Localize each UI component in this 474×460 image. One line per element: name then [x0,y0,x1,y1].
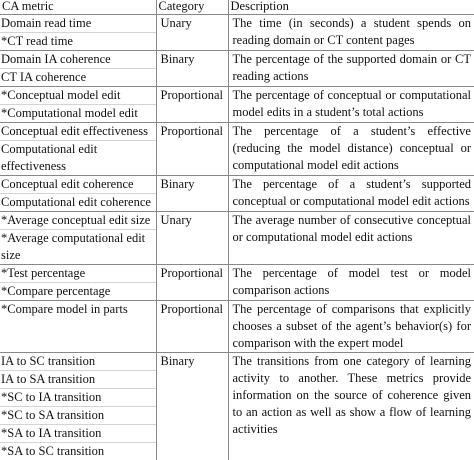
table-row [0,51,474,87]
table-row [0,353,474,460]
table-row [0,123,474,176]
category-cell [156,15,228,51]
metric-name: *CT read time [0,32,156,50]
description-text: The percentage of comparisons that explicitly chooses a subset of the agent’s behavior(s) for comparison with the expert model [229,301,474,352]
category-label: Proportional [157,123,228,140]
metric-name: Computational edit effectiveness [0,140,156,175]
metric-cell [0,265,156,301]
category-cell [156,123,228,176]
description-text: The percentage of a student’s effective (reducing the model distance) conceptual or computational model edit actions [229,123,474,174]
header-category: Category [156,0,228,15]
description-cell [228,353,474,460]
metric-cell [0,15,156,51]
metric-name: IA to SC transition [0,353,156,370]
header-row [0,0,474,15]
category-cell [156,51,228,87]
category-cell [156,265,228,301]
metric-name: *SC to SA transition [0,406,156,424]
metric-cell [0,301,156,353]
category-cell [156,212,228,265]
metric-cell [0,51,156,87]
category-label: Unary [157,212,228,229]
table-row [0,176,474,212]
header-ca-metric: CA metric [0,0,156,15]
description-text: The percentage of a student’s supported conceptual or computational model edit actions [229,176,474,210]
category-label: Proportional [157,265,228,282]
table-row [0,87,474,123]
description-text: The percentage of the supported domain or CT reading actions [229,51,474,85]
metric-cell [0,87,156,123]
metric-cell [0,353,156,460]
description-cell [228,212,474,265]
metric-name: Domain read time [0,15,156,32]
description-cell [228,123,474,176]
description-cell [228,15,474,51]
metric-name: *Compare percentage [0,282,156,300]
description-cell [228,87,474,123]
metric-name: Domain IA coherence [0,51,156,68]
table-row [0,301,474,353]
description-cell [228,265,474,301]
metric-name: Conceptual edit effectiveness [0,123,156,140]
metric-name: *Compare model in parts [0,301,156,318]
table-row [0,15,474,51]
table-row [0,212,474,265]
category-cell [156,87,228,123]
table-row [0,265,474,301]
metric-name: *SA to SC transition [0,442,156,460]
description-text: The average number of consecutive conceptual or computational model edit actions [229,212,474,246]
metric-cell [0,212,156,265]
metric-name: IA to SA transition [0,370,156,388]
metric-name: Computational edit coherence [0,193,156,211]
metric-name: *SA to IA transition [0,424,156,442]
metric-name: Conceptual edit coherence [0,176,156,193]
metric-cell [0,176,156,212]
description-text: The percentage of model test or model comparison actions [229,265,474,299]
description-text: The time (in seconds) a student spends on reading domain or CT content pages [229,15,474,49]
description-cell [228,51,474,87]
metric-name: *Average computational edit size [0,229,156,264]
category-label: Binary [157,176,228,193]
category-label: Binary [157,353,228,370]
category-label: Proportional [157,87,228,104]
metric-name: *Test percentage [0,265,156,282]
description-cell [228,301,474,353]
header-description: Description [228,0,474,15]
metric-name: *Computational model edit [0,104,156,122]
metric-name: *Conceptual model edit [0,87,156,104]
metric-cell [0,123,156,176]
category-label: Binary [157,51,228,68]
table-body [0,15,474,460]
category-cell [156,301,228,353]
description-text: The percentage of conceptual or computational model edits in a student’s total actions [229,87,474,121]
metric-name: *Average conceptual edit size [0,212,156,229]
description-cell [228,176,474,212]
category-label: Proportional [157,301,228,318]
category-label: Unary [157,15,228,32]
category-cell [156,176,228,212]
category-cell [156,353,228,460]
metric-name: *SC to IA transition [0,388,156,406]
metric-name: CT IA coherence [0,68,156,86]
description-text: The transitions from one category of learning activity to another. These metrics provide information on the source of coherence given to an action as well as show a flow of learning activities [229,353,474,438]
